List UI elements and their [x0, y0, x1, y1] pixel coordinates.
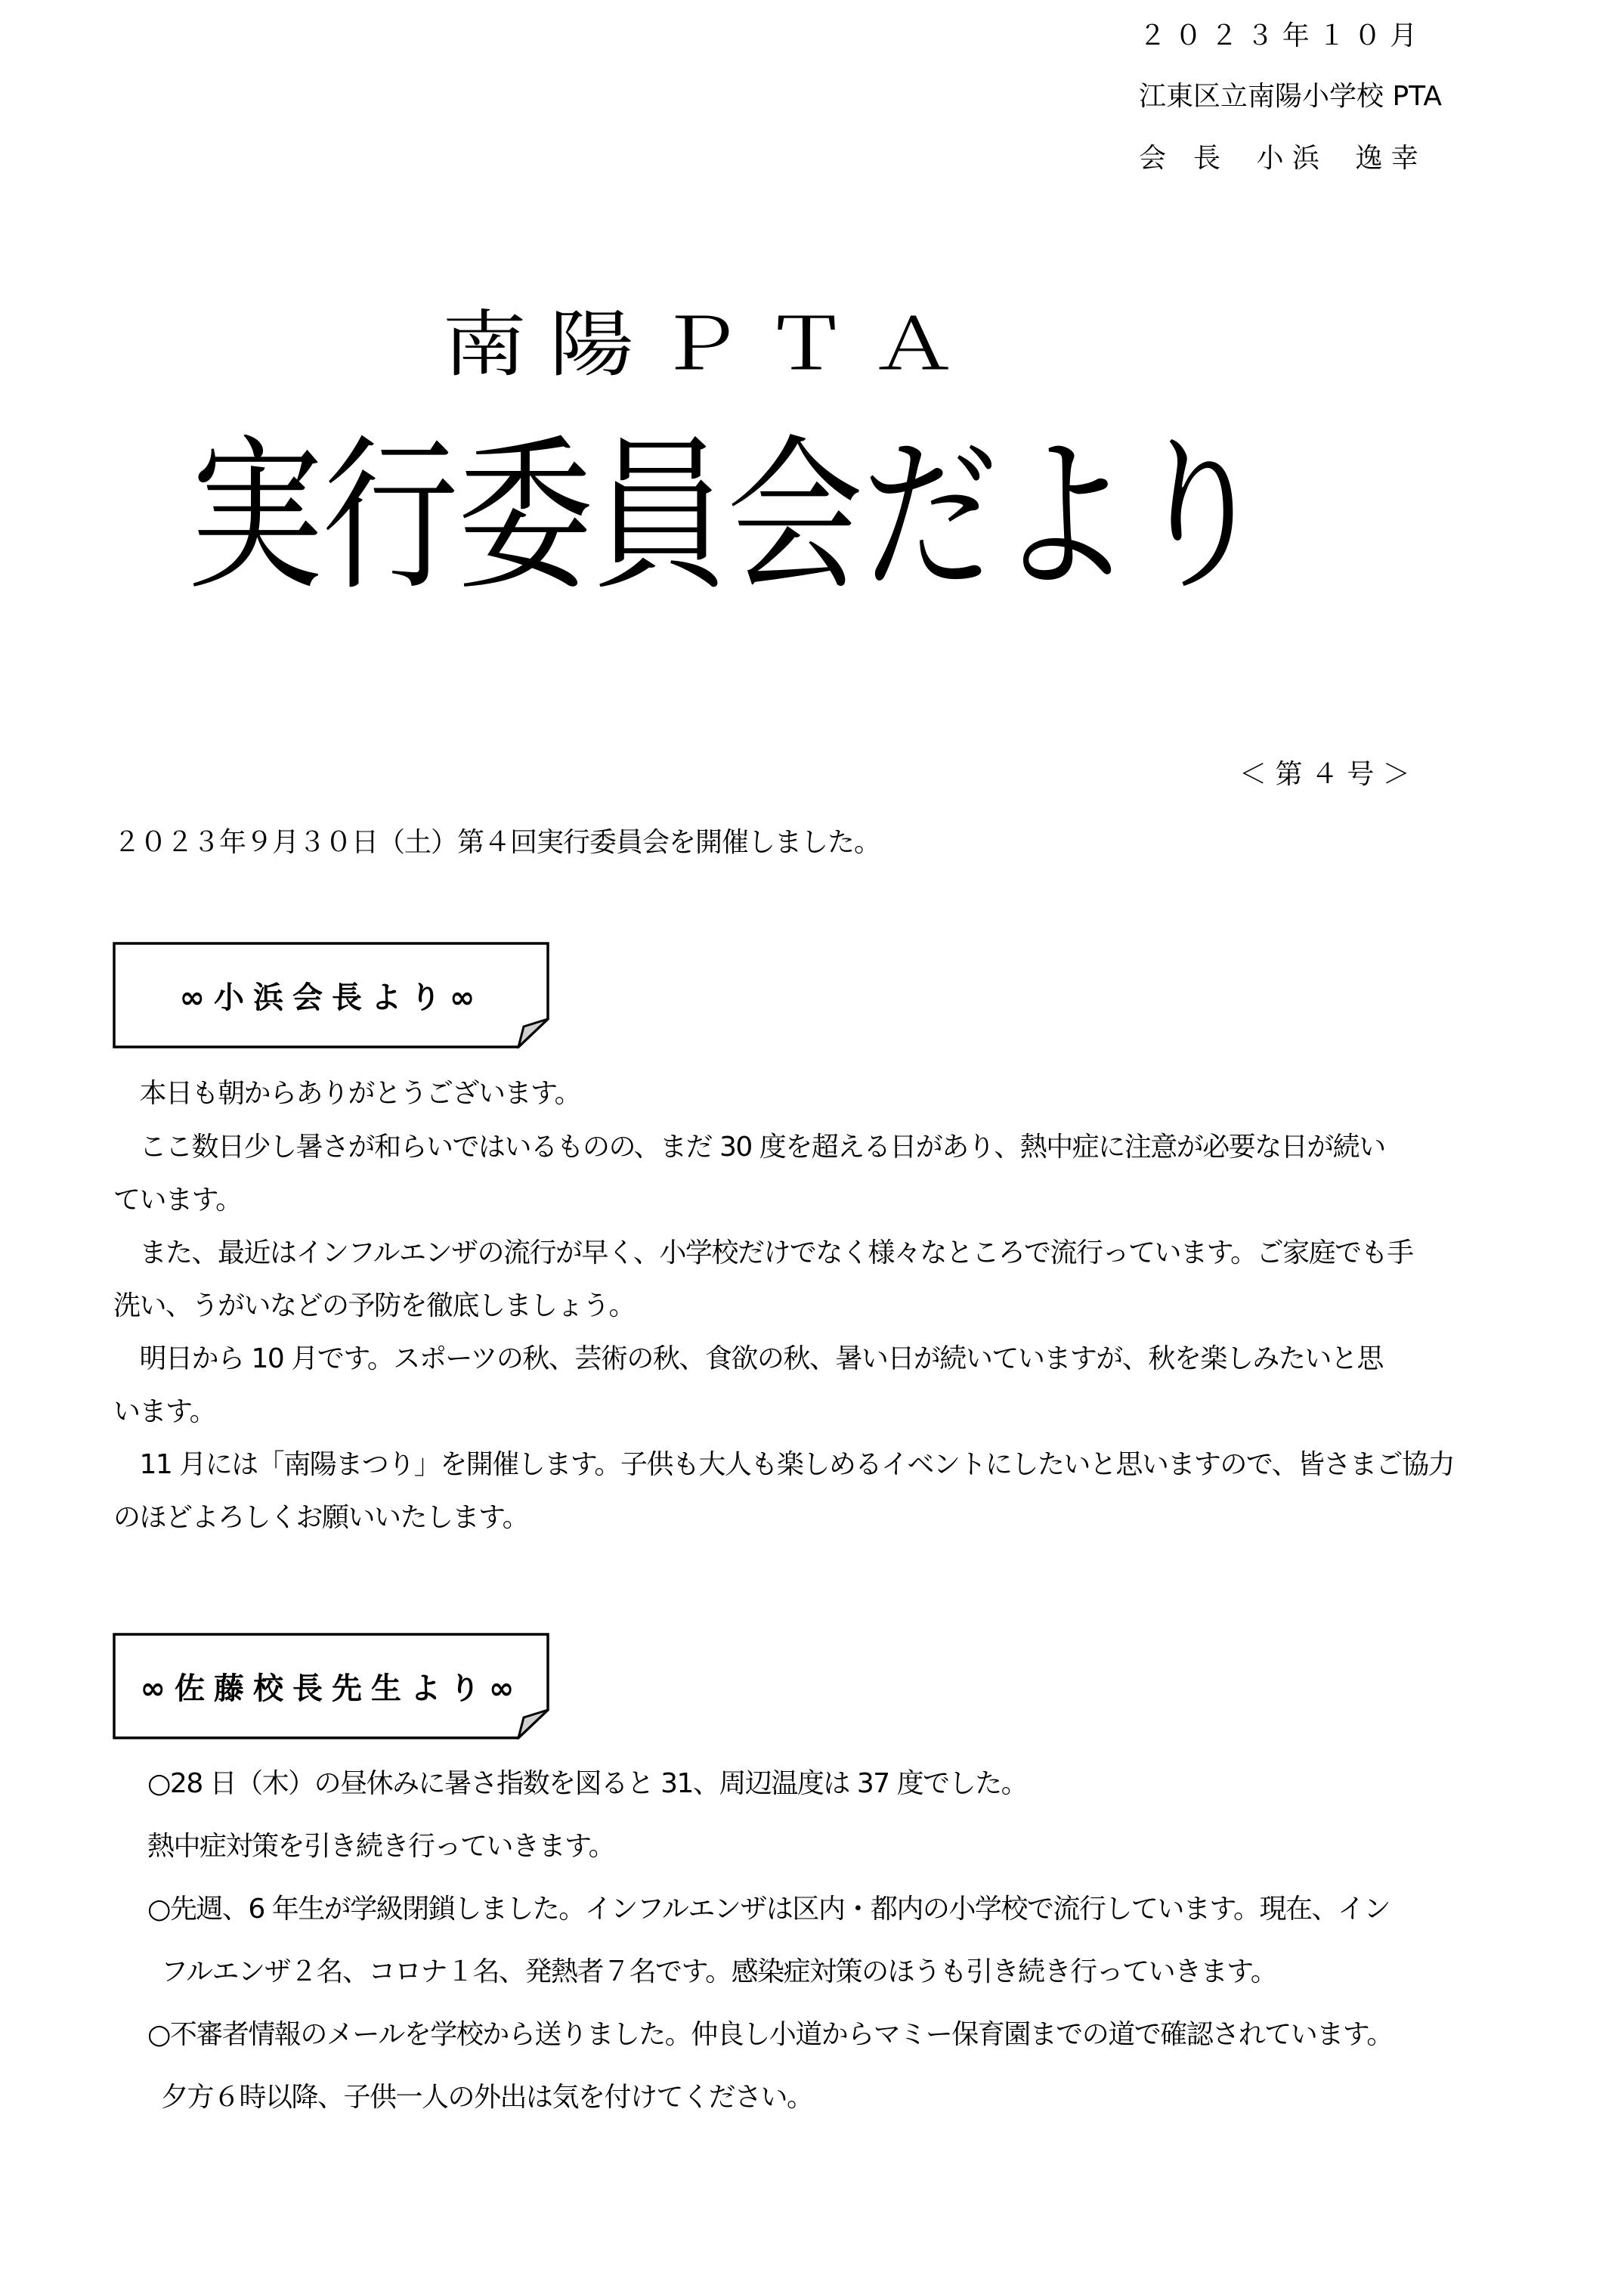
- paragraph-line: 夕方６時以降、子供一人の外出は気を付けてください。: [161, 2082, 813, 2113]
- title-subtitle: 南陽ＰＴＡ: [442, 302, 979, 387]
- intro-text: ２０２３年９月３０日（土）第４回実行委員会を開催しました。: [113, 827, 881, 858]
- paragraph-line: のほどよろしくお願いいたします。: [113, 1502, 529, 1533]
- header-signatory: 会 長 小 浜 逸 幸: [1139, 143, 1418, 174]
- paragraph-line: ここ数日少し暑さが和らいではいるものの、まだ 30 度を超える日があり、熱中症に注意が必要な日が続い: [113, 1132, 1385, 1163]
- paragraph-line: 11 月には「南陽まつり」を開催します。子供も大人も楽しめるイベントにしたいと思いますので、皆さまご協力: [113, 1449, 1455, 1480]
- bullet-line: ○先週、6 年生が学級閉鎖しました。インフルエンザは区内・都内の小学校で流行しています。現在、イン: [147, 1894, 1390, 1925]
- section-heading-principal: ∞佐藤校長先生より∞: [140, 1671, 524, 1706]
- section-heading-chairman: ∞小浜会長より∞: [179, 980, 484, 1015]
- header-organization: 江東区立南陽小学校 PTA: [1139, 81, 1442, 112]
- paragraph-line: 洗い、うがいなどの予防を徹底しましょう。: [113, 1290, 636, 1321]
- header-date: ２ ０ ２ ３ 年 １ ０ 月: [1139, 20, 1418, 51]
- page-title: 実行委員会だより: [187, 420, 1267, 614]
- paragraph-line: います。: [113, 1396, 216, 1427]
- bullet-line: ○不審者情報のメールを学校から送りました。仲良し小道からマミー保育園までの道で確認されています。: [147, 2019, 1393, 2050]
- paragraph-line: 明日から 10 月です。スポーツの秋、芸術の秋、食欲の秋、暑い日が続いていますが、秋を楽しみたいと思: [113, 1343, 1383, 1374]
- section-heading-box-principal: [113, 1633, 551, 1739]
- paragraph-line: 本日も朝からありがとうございます。: [113, 1078, 581, 1109]
- paragraph-line: また、最近はインフルエンザの流行が早く、小学校だけでなく様々なところで流行っています。ご家庭でも手: [113, 1237, 1413, 1268]
- section-heading-box-chairman: [113, 942, 551, 1048]
- bullet-line: ○28 日（木）の昼休みに暑さ指数を図ると 31、周辺温度は 37 度でした。: [147, 1768, 1028, 1799]
- paragraph-line: 熱中症対策を引き続き行っていきます。: [147, 1831, 615, 1862]
- issue-number: ＜ 第 ４ 号 ＞: [1239, 759, 1410, 790]
- paragraph-line: フルエンザ２名、コロナ１名、発熱者７名です。感染症対策のほうも引き続き行っていきます。: [161, 1956, 1277, 1987]
- paragraph-line: ています。: [113, 1185, 242, 1216]
